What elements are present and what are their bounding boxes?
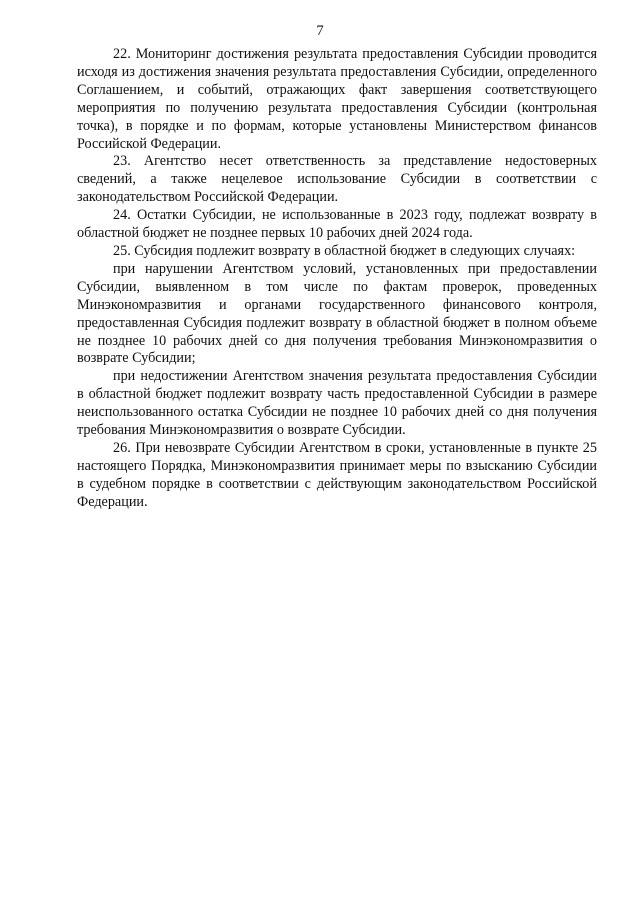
paragraph-25-case-1: при нарушении Агентством условий, установленных при предоставлении Субсидии, выявленном в том числе по фактам проверок, проведенных Минэкономразвития и органами государственного финансового контроля, предоставленная Субсидия подлежит возврату в областной бюджет в полном объеме не позднее 10 рабочих дней со дня получения требования Минэкономразвития о возврате Субсидии; [77, 260, 597, 367]
paragraph-24: 24. Остатки Субсидии, не использованные в 2023 году, подлежат возврату в областной бюджет не позднее первых 10 рабочих дней 2024 года. [77, 207, 597, 242]
paragraph-23: 23. Агентство несет ответственность за представление недостоверных сведений, а также нецелевое использование Субсидии в соответствии с законодательством Российской Федерации. [77, 153, 597, 206]
paragraph-22: 22. Мониторинг достижения результата предоставления Субсидии проводится исходя из достижения значения результата предоставления Субсидии, определенного Соглашением, и событий, отражающих факт завершения соответствующего мероприятия по получению результата предоставления Субсидии (контрольная точка), в порядке и по формам, которые установлены Министерством финансов Российской Федерации. [77, 46, 597, 152]
document-body [77, 46, 597, 512]
paragraph-26: 26. При невозврате Субсидии Агентством в сроки, установленные в пункте 25 настоящего Порядка, Минэкономразвития принимает меры по взысканию Субсидии в судебном порядке в соответствии с действующим законодательством Российской Федерации. [77, 439, 597, 510]
paragraph-25: 25. Субсидия подлежит возврату в областной бюджет в следующих случаях: [113, 242, 576, 259]
paragraph-25-case-2: при недостижении Агентством значения результата предоставления Субсидии в областной бюджет подлежит возврату часть предоставленной Субсидии в размере неиспользованного остатка Субсидии не позднее 10 рабочих дней со дня получения требования Минэкономразвития о возврате Субсидии. [77, 368, 597, 439]
page-number: 7 [316, 23, 324, 39]
